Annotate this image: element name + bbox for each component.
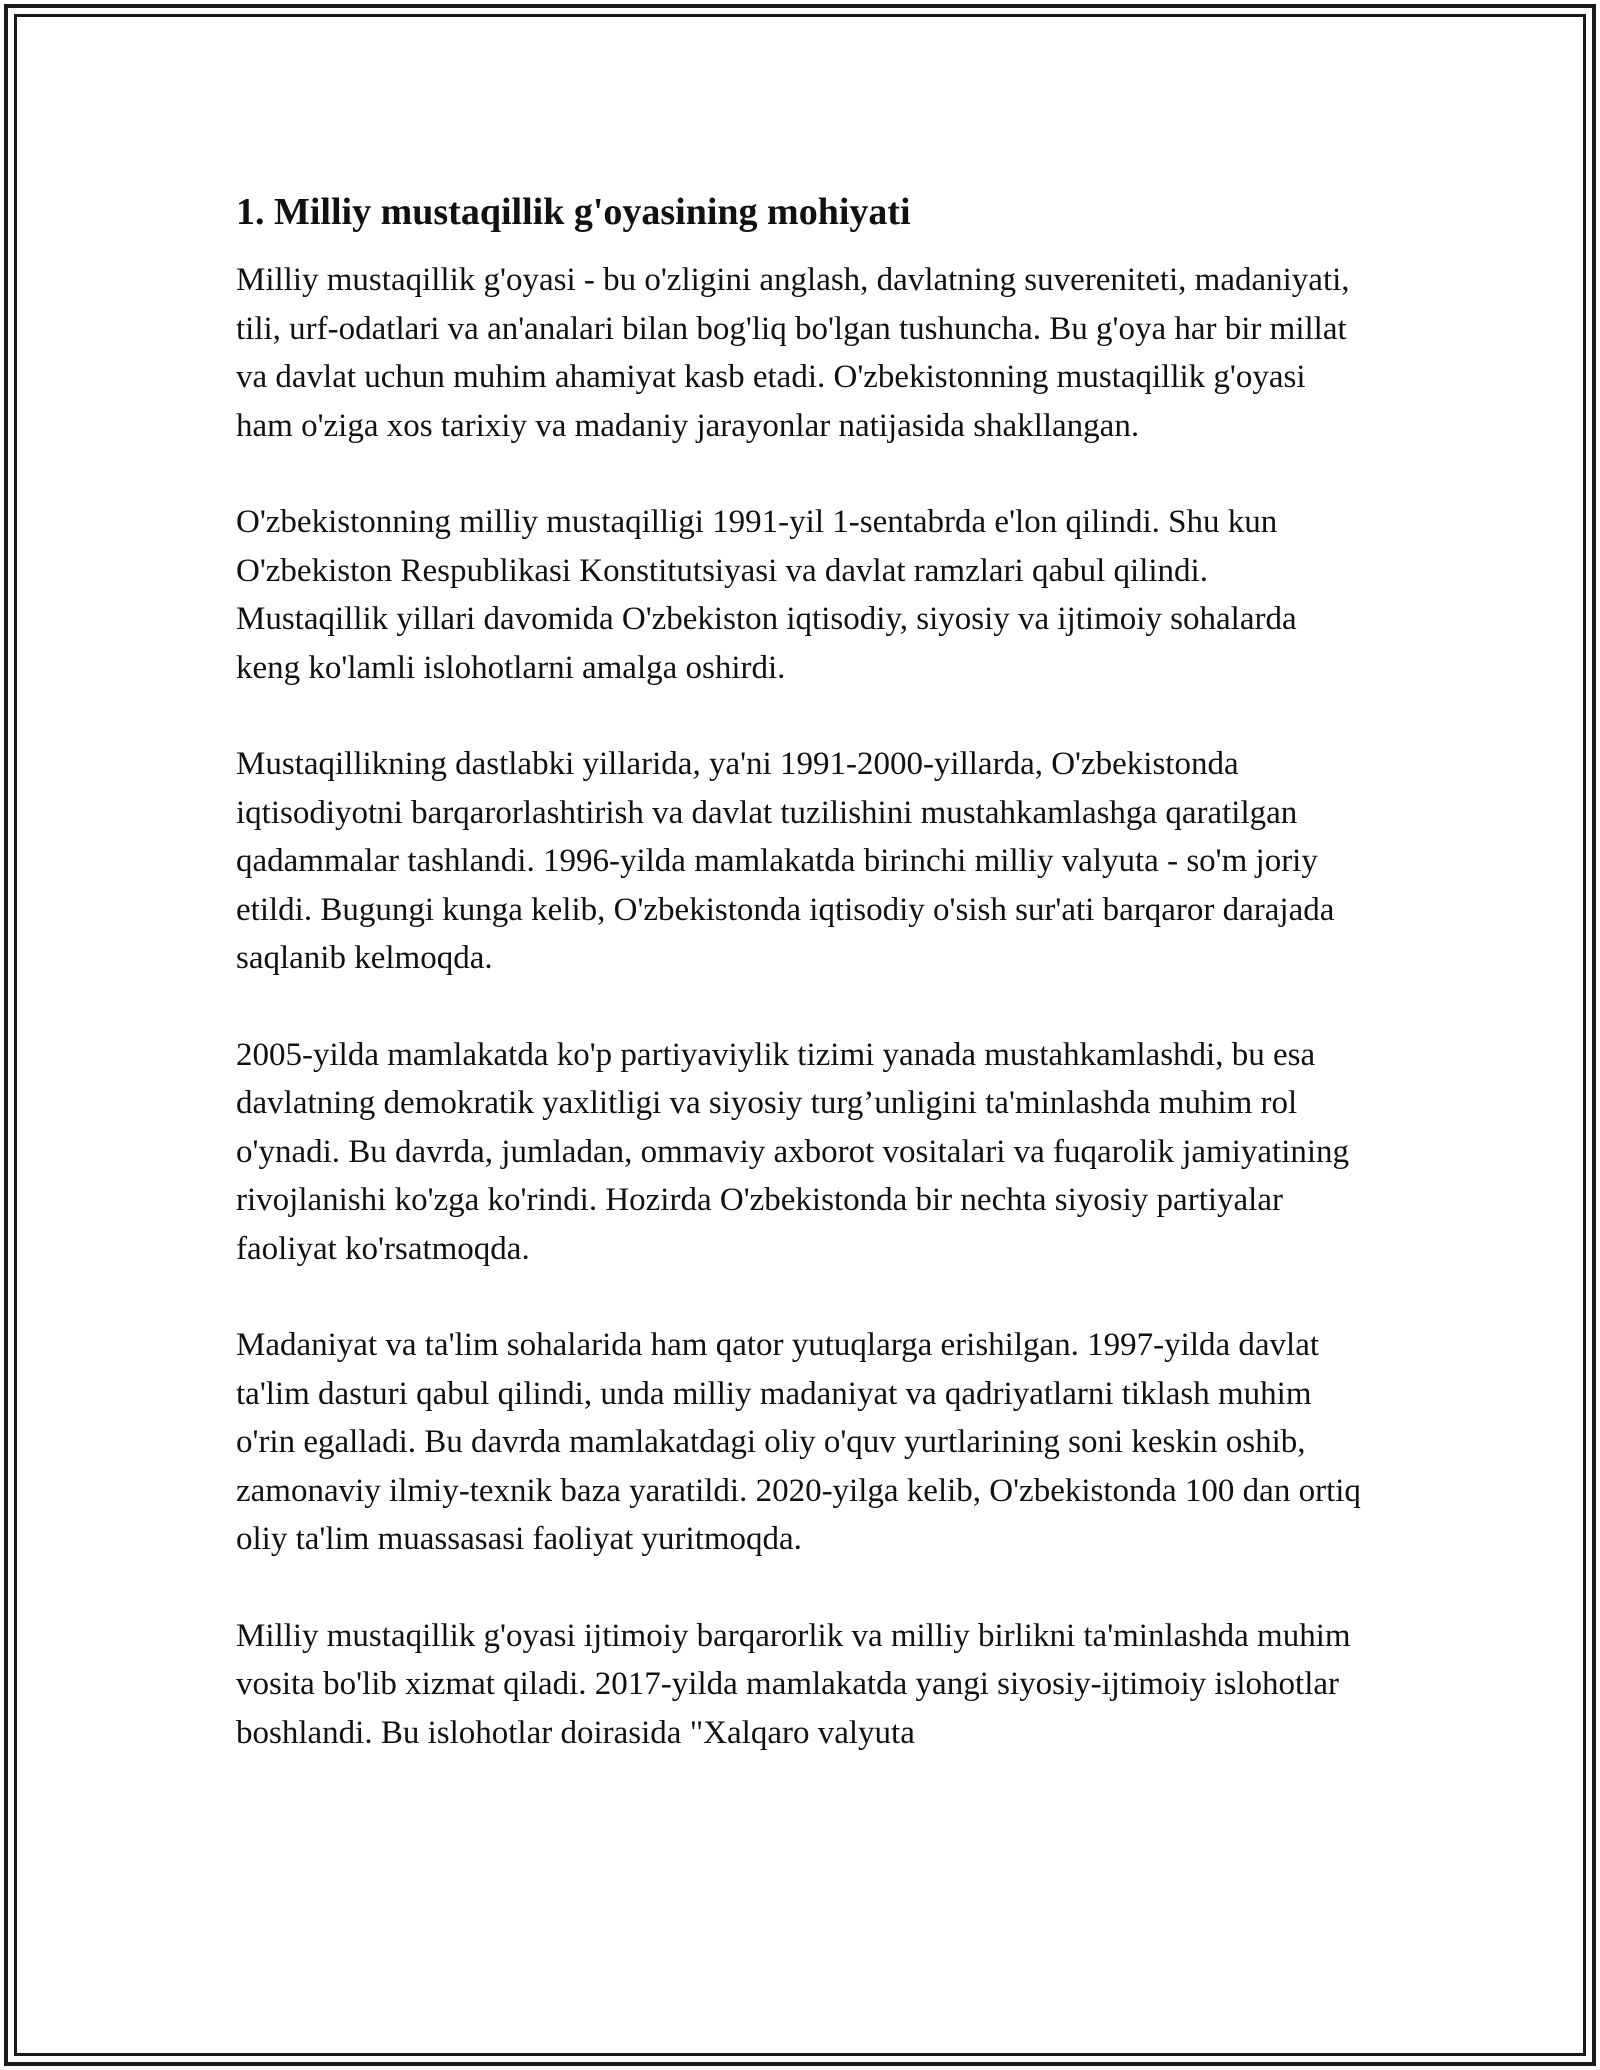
paragraph-1: Milliy mustaqillik g'oyasi - bu o'zligini anglash, davlatning suvereniteti, madaniyati, tili, urf-odatlari va an'analari bilan bog'liq bo'lgan tushuncha. Bu g'oya har bir millat va davlat uchun muhim ahamiyat kasb etadi. O'zbekistonning mustaqillik g'oyasi ham o'ziga xos tarixiy va madaniy jarayonlar natijasida shakllangan. [236,262,1350,444]
section-heading: 1. Milliy mustaqillik g'oyasining mohiyati [236,191,911,233]
paragraph-3: Mustaqillikning dastlabki yillarida, ya'ni 1991-2000-yillarda, O'zbekistonda iqtisodiyotni barqarorlashtirish va davlat tuzilishini mustahkamlashga qaratilgan qadammalar tashlandi. 1996-yilda mamlakatda birinchi milliy valyuta - so'm joriy etildi. Bugungi kunga kelib, O'zbekistonda iqtisodiy o'sish sur'ati barqaror darajada saqlanib kelmoqda. [236,746,1335,976]
paragraph-6: Milliy mustaqillik g'oyasi ijtimoiy barqarorlik va milliy birlikni ta'minlashda muhim vosita bo'lib xizmat qiladi. 2017-yilda mamlakatda yangi siyosiy-ijtimoiy islohotlar boshlandi. Bu islohotlar doirasida "Xalqaro valyuta [236,1617,1351,1751]
paragraph-4: 2005-yilda mamlakatda ko'p partiyaviylik tizimi yanada mustahkamlashdi, bu esa davlatning demokratik yaxlitligi va siyosiy turg’unligini ta'minlashda muhim rol o'ynadi. Bu davrda, jumladan, ommaviy axborot vositalari va fuqarolik jamiyatining rivojlanishi ko'zga ko'rindi. Hozirda O'zbekistonda bir nechta siyosiy partiyalar faoliyat ko'rsatmoqda. [236,1036,1350,1267]
paragraph-2: O'zbekistonning milliy mustaqilligi 1991-yil 1-sentabrda e'lon qilindi. Shu kun O'zbekiston Respublikasi Konstitutsiyasi va davlat ramzlari qabul qilindi. Mustaqillik yillari davomida O'zbekiston iqtisodiy, siyosiy va ijtimoiy sohalarda keng ko'lamli islohotlarni amalga oshirdi. [236,504,1297,686]
paragraph-5: Madaniyat va ta'lim sohalarida ham qator yutuqlarga erishilgan. 1997-yilda davlat ta'lim dasturi qabul qilindi, unda milliy madaniyat va qadriyatlarni tiklash muhim o'rin egalladi. Bu davrda mamlakatdagi oliy o'quv yurtlarining soni keskin oshib, zamonaviy ilmiy-texnik baza yaratildi. 2020-yilga kelib, O'zbekistonda 100 dan ortiq oliy ta'lim muassasasi faoliyat yuritmoqda. [236,1327,1361,1557]
document-body [236,186,1366,1805]
